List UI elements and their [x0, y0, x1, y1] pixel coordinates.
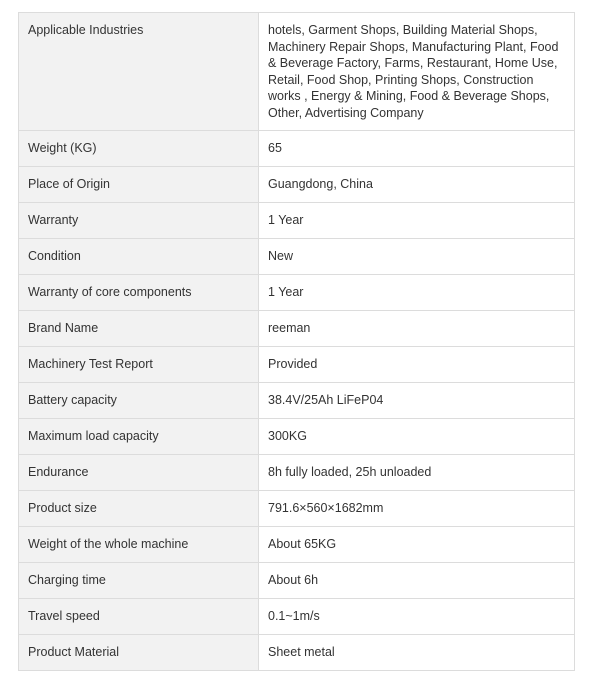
spec-label: Product size — [19, 491, 259, 527]
table-row — [19, 455, 575, 491]
table-row — [19, 419, 575, 455]
spec-value: 38.4V/25Ah LiFeP04 — [259, 383, 575, 419]
table-row — [19, 635, 575, 671]
spec-value: New — [259, 239, 575, 275]
table-row — [19, 239, 575, 275]
spec-value: 300KG — [259, 419, 575, 455]
table-row — [19, 13, 575, 131]
spec-value: About 6h — [259, 563, 575, 599]
table-row — [19, 383, 575, 419]
spec-value: About 65KG — [259, 527, 575, 563]
spec-label: Warranty — [19, 203, 259, 239]
spec-label: Warranty of core components — [19, 275, 259, 311]
spec-label: Applicable Industries — [19, 13, 259, 131]
specifications-table — [18, 12, 575, 671]
spec-label: Weight (KG) — [19, 131, 259, 167]
spec-value: hotels, Garment Shops, Building Material Shops, Machinery Repair Shops, Manufacturing Plant, Food & Beverage Factory, Farms, Restaurant, Home Use, Retail, Food Shop, Printing Shops, Construction works , Energy & Mining, Food & Beverage Shops, Other, Advertising Company — [259, 13, 575, 131]
table-row — [19, 347, 575, 383]
spec-value: 0.1~1m/s — [259, 599, 575, 635]
spec-label: Condition — [19, 239, 259, 275]
table-row — [19, 275, 575, 311]
spec-value: 791.6×560×1682mm — [259, 491, 575, 527]
spec-value: 1 Year — [259, 203, 575, 239]
spec-label: Machinery Test Report — [19, 347, 259, 383]
spec-label: Product Material — [19, 635, 259, 671]
spec-value: 65 — [259, 131, 575, 167]
spec-value: Sheet metal — [259, 635, 575, 671]
table-row — [19, 491, 575, 527]
spec-value: Provided — [259, 347, 575, 383]
spec-label: Maximum load capacity — [19, 419, 259, 455]
spec-label: Place of Origin — [19, 167, 259, 203]
table-row — [19, 167, 575, 203]
table-row — [19, 203, 575, 239]
spec-label: Battery capacity — [19, 383, 259, 419]
table-row — [19, 527, 575, 563]
spec-value: reeman — [259, 311, 575, 347]
spec-value: 1 Year — [259, 275, 575, 311]
table-row — [19, 131, 575, 167]
spec-label: Weight of the whole machine — [19, 527, 259, 563]
spec-label: Endurance — [19, 455, 259, 491]
spec-label: Travel speed — [19, 599, 259, 635]
table-row — [19, 599, 575, 635]
table-row — [19, 563, 575, 599]
spec-value: 8h fully loaded, 25h unloaded — [259, 455, 575, 491]
spec-label: Charging time — [19, 563, 259, 599]
spec-value: Guangdong, China — [259, 167, 575, 203]
spec-label: Brand Name — [19, 311, 259, 347]
table-row — [19, 311, 575, 347]
